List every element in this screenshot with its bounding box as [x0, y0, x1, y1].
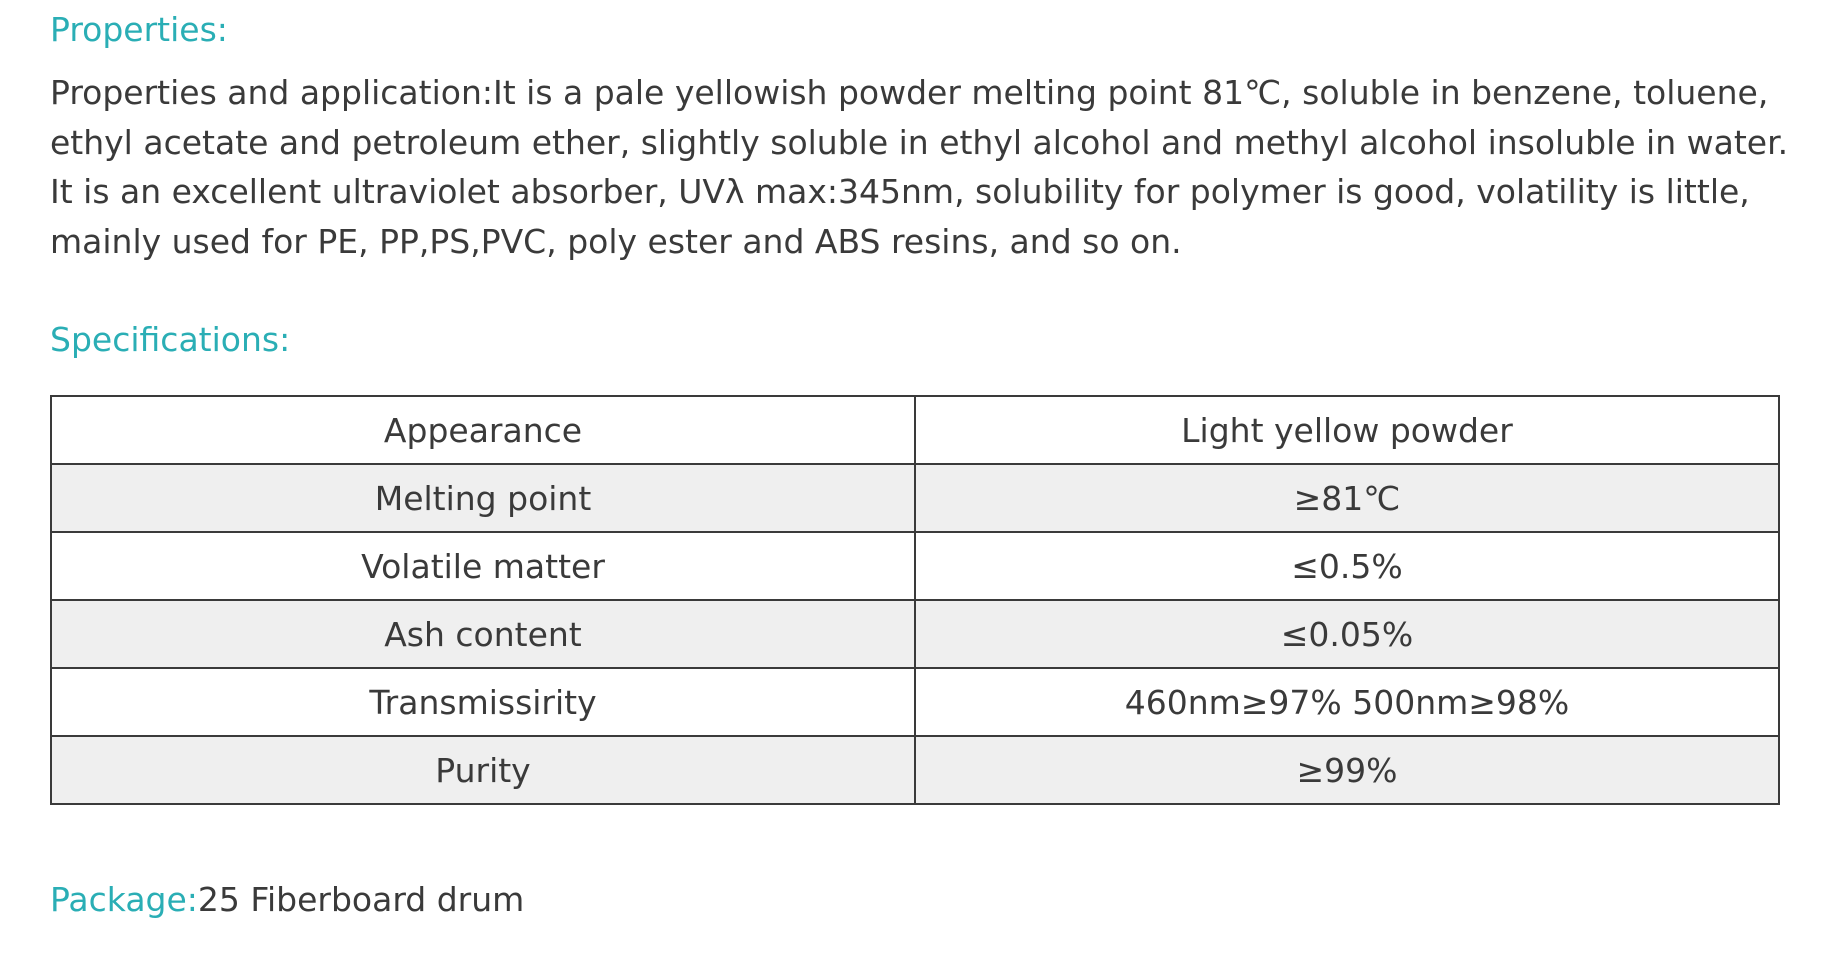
- package-line: [50, 880, 524, 920]
- table-row: [51, 736, 1779, 804]
- spec-property-cell: Melting point: [51, 464, 915, 532]
- package-label: Package:: [50, 880, 198, 919]
- specifications-heading: Specifications:: [50, 320, 291, 359]
- properties-heading: Properties:: [50, 10, 228, 49]
- package-value: 25 Fiberboard drum: [197, 880, 525, 919]
- description-block: [50, 68, 1790, 266]
- description-paragraph-2: It is an excellent ultraviolet absorber, UVλ max:345nm, solubility for polymer is good, volatility is little, mainly used for PE, PP,PS,PVC, poly ester and ABS resins, and so on.: [50, 172, 1750, 261]
- table-row: [51, 396, 1779, 464]
- spec-value-cell: ≥99%: [915, 736, 1779, 804]
- table-row: [51, 464, 1779, 532]
- spec-property-cell: Volatile matter: [51, 532, 915, 600]
- spec-value-cell: ≤0.5%: [915, 532, 1779, 600]
- spec-value-cell: Light yellow powder: [915, 396, 1779, 464]
- spec-property-cell: Ash content: [51, 600, 915, 668]
- spec-value-cell: 460nm≥97% 500nm≥98%: [915, 668, 1779, 736]
- spec-property-cell: Purity: [51, 736, 915, 804]
- spec-value-cell: ≤0.05%: [915, 600, 1779, 668]
- table-row: [51, 600, 1779, 668]
- table-row: [51, 668, 1779, 736]
- table-row: [51, 532, 1779, 600]
- specifications-table: [50, 395, 1780, 805]
- spec-property-cell: Appearance: [51, 396, 915, 464]
- spec-value-cell: ≥81℃: [915, 464, 1779, 532]
- description-paragraph-1: Properties and application:It is a pale yellowish powder melting point 81℃, soluble in benzene, toluene, ethyl acetate and petroleum ether, slightly soluble in ethyl alcohol and methyl alcohol insoluble in water.: [50, 73, 1789, 162]
- spec-property-cell: Transmissirity: [51, 668, 915, 736]
